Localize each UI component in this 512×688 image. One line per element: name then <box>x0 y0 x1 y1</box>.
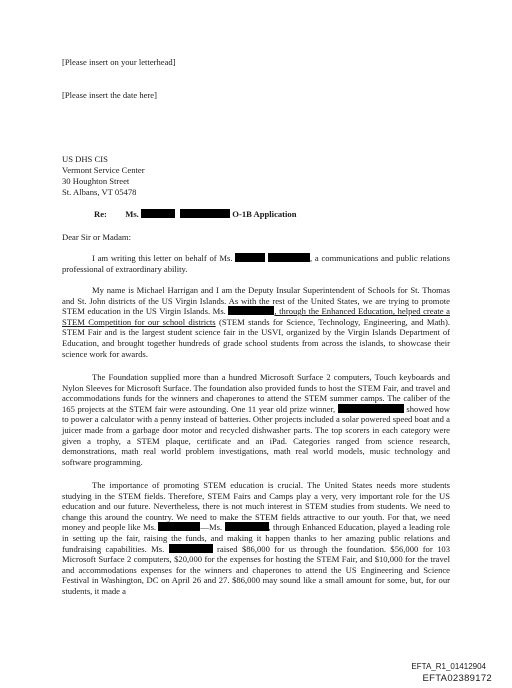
redaction-box <box>141 209 175 218</box>
paragraph-4-text-c: , through Enhanced Education, played a leading role in setting up the fair, raising the funds, and making it happen thanks to her amazing public relations and fundraising capabilities. Ms. <box>62 522 450 554</box>
subject-line <box>94 209 297 220</box>
paragraph-3 <box>62 372 450 467</box>
re-prefix: Ms. <box>125 209 139 219</box>
salutation: Dear Sir or Madam: <box>62 232 131 242</box>
paragraph-1-text-a: I am writing this letter on behalf of Ms. <box>92 253 233 263</box>
paragraph-4-text-d: raised $86,000 for us through the foundation. $56,000 for 103 Microsoft Surface 2 computers, $20,000 for the expenses for hosting the STEM Fair, and $10,000 for the travel and accommodations expenses for the winners and chaperones to attend the US Engineering and Science Festival in Washington, DC on April 26 and 27. $86,000 may sound like a small amount for some, but, for our students, it made a <box>62 543 450 596</box>
redaction-box <box>338 404 404 413</box>
paragraph-1 <box>62 253 450 274</box>
redaction-box <box>158 522 200 531</box>
paragraph-2-text-c: (STEM stands for Science, Technology, Engineering, and Math). STEM Fair and is the largest student science fair in the USVI, organized by the Virgin Islands Department of Education, and brought together hundreds of grade school students from across the islands, to showcase their science work for awards. <box>62 316 450 359</box>
paragraph-2 <box>62 285 450 359</box>
footer-reference-1: EFTA_R1_01412904 <box>411 662 486 671</box>
address-line-4: St. Albans, VT 05478 <box>62 187 137 197</box>
paragraph-2-text-b: , through the Enhanced Education, helped create a STEM Competition for our school districts <box>62 306 450 327</box>
re-subject: O-1B Application <box>232 209 297 219</box>
address-line-1: US DHS CIS <box>62 154 108 164</box>
redaction-box <box>180 209 230 218</box>
redaction-box <box>225 522 269 531</box>
paragraph-4-text-a: The importance of promoting STEM education is crucial. The United States needs more students studying in the STEM fields. Therefore, STEM Fairs and Camps play a very, very important role for the US education and our future. Nevertheless, there is not much interest in STEM studies from students. We need to change this around the country. We need to make the STEM fields attractive to our youth. For that, we need money and people like Ms. <box>62 480 450 533</box>
redaction-box <box>268 253 310 262</box>
re-label: Re: <box>94 209 107 219</box>
paragraph-4 <box>62 480 450 597</box>
redaction-box <box>169 544 213 553</box>
letterhead-placeholder: [Please insert on your letterhead] <box>62 57 176 67</box>
redaction-box <box>235 253 265 262</box>
paragraph-3-text-b: showed how to power a calculator with a penny instead of batteries. Other projects included a solar powered speed boat and a juicer made from a garbage door motor and recycled dishwasher parts. The top scorers in each category were given a trophy, a STEM plaque, certificate and an iPad. Categories ranged from science research, demonstrations, math real world problem investigations, math real world models, music technology and software programming. <box>62 403 450 467</box>
paragraph-1-text-b: , a communications and public relations professional of extraordinary ability. <box>62 253 450 274</box>
redaction-box <box>228 306 274 315</box>
address-line-2: Vermont Service Center <box>62 165 145 175</box>
address-line-3: 30 Houghton Street <box>62 176 130 186</box>
paragraph-3-text-a: The Foundation supplied more than a hundred Microsoft Surface 2 computers, Touch keyboards and Nylon Sleeves for Microsoft Surface. The foundation also provided funds to host the STEM Fair, and travel and accommodations funds for the winners and chaperones to attend the STEM summer camps. The caliber of the 165 projects at the STEM fair were astounding. One 11 year old prize winner, <box>62 372 450 414</box>
footer-reference-2: EFTA02389172 <box>422 673 492 684</box>
paragraph-4-text-b: —Ms. <box>200 522 223 533</box>
date-placeholder: [Please insert the date here] <box>62 90 157 100</box>
paragraph-2-text-a: My name is Michael Harrigan and I am the Deputy Insular Superintendent of Schools for St. Thomas and St. John districts of the US Virgin Islands. As with the rest of the United States, we are trying to promote STEM education in the US Virgin Islands. Ms. <box>62 285 450 317</box>
